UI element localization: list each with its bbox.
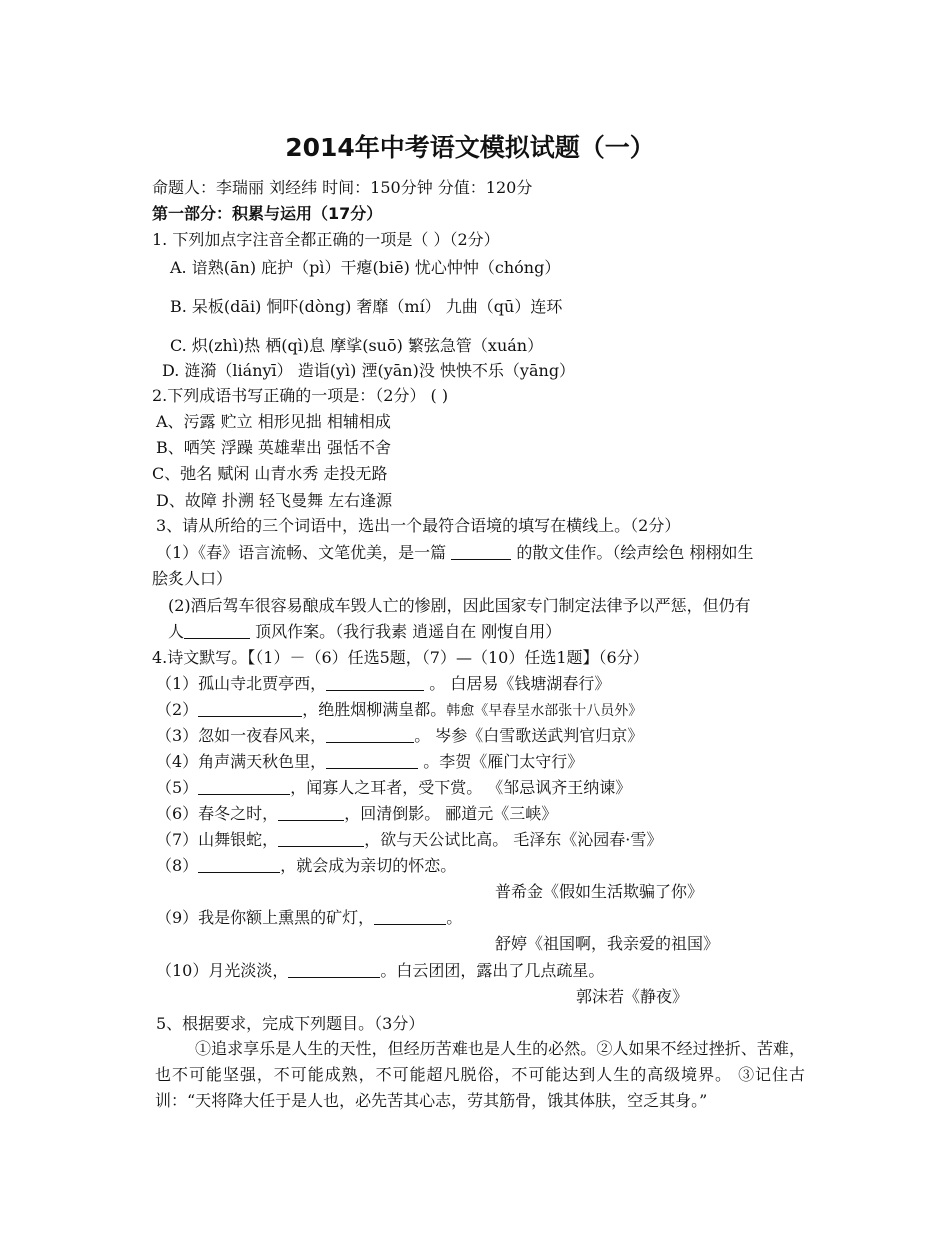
poem-line-1-text: （1）孤山寺北贾亭西， — [156, 674, 327, 693]
answer-blank[interactable] — [374, 908, 446, 925]
question-3-stem: 3、请从所给的三个词语中，选出一个最符合语境的填写在横线上。（2分） — [156, 516, 681, 535]
poem-line-2-number: （2） — [156, 700, 199, 719]
question-1-stem: 1. 下列加点字注音全都正确的一项是（ ）（2分） — [152, 230, 500, 249]
answer-blank[interactable] — [278, 830, 364, 847]
poem-line-8-number: （8） — [156, 856, 199, 875]
poem-line-9-end: 。 — [446, 908, 463, 927]
question-3-sentence-2-end: 顶风作案。（我行我素 逍遥自在 刚愎自用） — [250, 622, 562, 641]
question-2-option-c: C、弛名 赋闲 山青水秀 走投无路 — [152, 464, 388, 483]
poem-line-7 — [156, 830, 662, 850]
poem-line-5-text: ，闻寡人之耳者，受下赏。 《邹忌讽齐王纳谏》 — [290, 778, 632, 797]
answer-blank[interactable] — [184, 622, 250, 639]
question-3-sentence-1 — [156, 543, 753, 563]
poem-line-4 — [156, 752, 583, 772]
poem-line-10-text: （10）月光淡淡， — [156, 961, 289, 980]
poem-line-10-source: 郭沫若《静夜》 — [576, 987, 689, 1006]
poem-line-6 — [156, 804, 557, 824]
poem-line-3-source: 。 岑参《白雪歌送武判官归京》 — [414, 726, 644, 745]
question-3-sentence-2-start: 人 — [168, 622, 185, 641]
poem-line-2-text: ，绝胜烟柳满皇都。 — [302, 700, 447, 719]
question-3-sentence-1-end: 的散文佳作。（绘声绘色 栩栩如生 — [511, 543, 754, 562]
question-4-stem: 4.诗文默写。【（1）－（6）任选5题，（7）—（10）任选1题】（6分） — [152, 648, 649, 667]
question-3-sentence-2-wrap — [168, 622, 561, 642]
poem-line-10 — [156, 961, 604, 981]
question-1-option-a: A. 谙熟(ān) 庇护（pì）干瘪(biē) 忧心忡忡（chóng） — [170, 258, 561, 277]
question-3-sentence-1-wrap: 脍炙人口） — [152, 569, 233, 588]
question-1-option-d: D. 涟漪（liányī） 造诣(yì) 湮(yān)没 怏怏不乐（yāng） — [162, 361, 576, 380]
poem-line-8-text: ，就会成为亲切的怀恋。 — [280, 856, 457, 875]
poem-line-6-source: ，回清倒影。 郦道元《三峡》 — [344, 804, 558, 823]
page-title: 2014年中考语文模拟试题（一） — [285, 133, 655, 162]
poem-line-5 — [156, 778, 631, 798]
exam-info: 命题人：李瑞丽 刘经纬 时间：150分钟 分值：120分 — [152, 178, 533, 197]
question-1-option-b: B. 呆板(dāi) 恫吓(dòng) 奢靡（mí） 九曲（qū）连环 — [170, 297, 563, 316]
poem-line-6-text: （6）春冬之时， — [156, 804, 279, 823]
answer-blank[interactable] — [451, 543, 511, 560]
poem-line-3 — [156, 726, 643, 746]
poem-line-1-source: 。 白居易《钱塘湖春行》 — [424, 674, 611, 693]
poem-line-8 — [156, 856, 456, 876]
poem-line-7-source: ，欲与天公试比高。 毛泽东《沁园春·雪》 — [364, 830, 663, 849]
question-2-stem: 2.下列成语书写正确的一项是：（2分） ( ) — [152, 386, 449, 405]
poem-line-9 — [156, 908, 462, 928]
poem-line-10-rest: 。白云团团，露出了几点疏星。 — [380, 961, 605, 980]
part-heading: 第一部分：积累与运用（17分） — [152, 204, 383, 223]
poem-line-2 — [156, 700, 642, 721]
answer-blank[interactable] — [326, 674, 424, 691]
answer-blank[interactable] — [288, 961, 380, 978]
answer-blank[interactable] — [326, 726, 414, 743]
question-2-option-d: D、故障 扑溯 轻飞曼舞 左右逢源 — [156, 491, 393, 510]
poem-line-7-text: （7）山舞银蛇， — [156, 830, 279, 849]
poem-line-5-number: （5） — [156, 778, 199, 797]
question-5-stem: 5、根据要求，完成下列题目。（3分） — [156, 1014, 425, 1033]
answer-blank[interactable] — [198, 700, 302, 717]
poem-line-3-text: （3）忽如一夜春风来， — [156, 726, 327, 745]
question-1-option-c: C. 炽(zhì)热 栖(qì)息 摩挲(suō) 繁弦急管（xuán） — [170, 336, 544, 355]
answer-blank[interactable] — [278, 804, 344, 821]
poem-line-8-source: 普希金《假如生活欺骗了你》 — [495, 882, 704, 901]
answer-blank[interactable] — [326, 752, 418, 769]
answer-blank[interactable] — [198, 778, 290, 795]
answer-blank[interactable] — [198, 856, 280, 873]
question-2-option-b: B、哂笑 浮躁 英雄辈出 强恬不舍 — [156, 438, 392, 457]
poem-line-4-source: 。李贺《雁门太守行》 — [418, 752, 584, 771]
poem-line-4-text: （4）角声满天秋色里， — [156, 752, 327, 771]
question-2-option-a: A、污露 贮立 相形见拙 相辅相成 — [156, 412, 391, 431]
poem-line-1 — [156, 674, 610, 694]
question-5-passage: ①追求享乐是人生的天性，但经历苦难也是人生的必然。②人如果不经过挫折、苦难，也不可能坚强，不可能成熟，不可能超凡脱俗，不可能达到人生的高级境界。 ③记住古训：“天将降大任于是人也，必先苦其心志，劳其筋骨，饿其体肤，空乏其身。” — [155, 1039, 805, 1110]
poem-line-9-source: 舒婷《祖国啊，我亲爱的祖国》 — [495, 934, 720, 953]
question-3-sentence-1-start: （1）《春》语言流畅、文笔优美，是一篇 — [156, 543, 452, 562]
poem-line-2-source: 韩愈《早春呈水部张十八员外》 — [446, 703, 643, 719]
question-3-sentence-2: (2)酒后驾车很容易酿成车毁人亡的惨剧，因此国家专门制定法律予以严惩，但仍有 — [168, 596, 751, 615]
poem-line-9-text: （9）我是你额上熏黑的矿灯， — [156, 908, 375, 927]
